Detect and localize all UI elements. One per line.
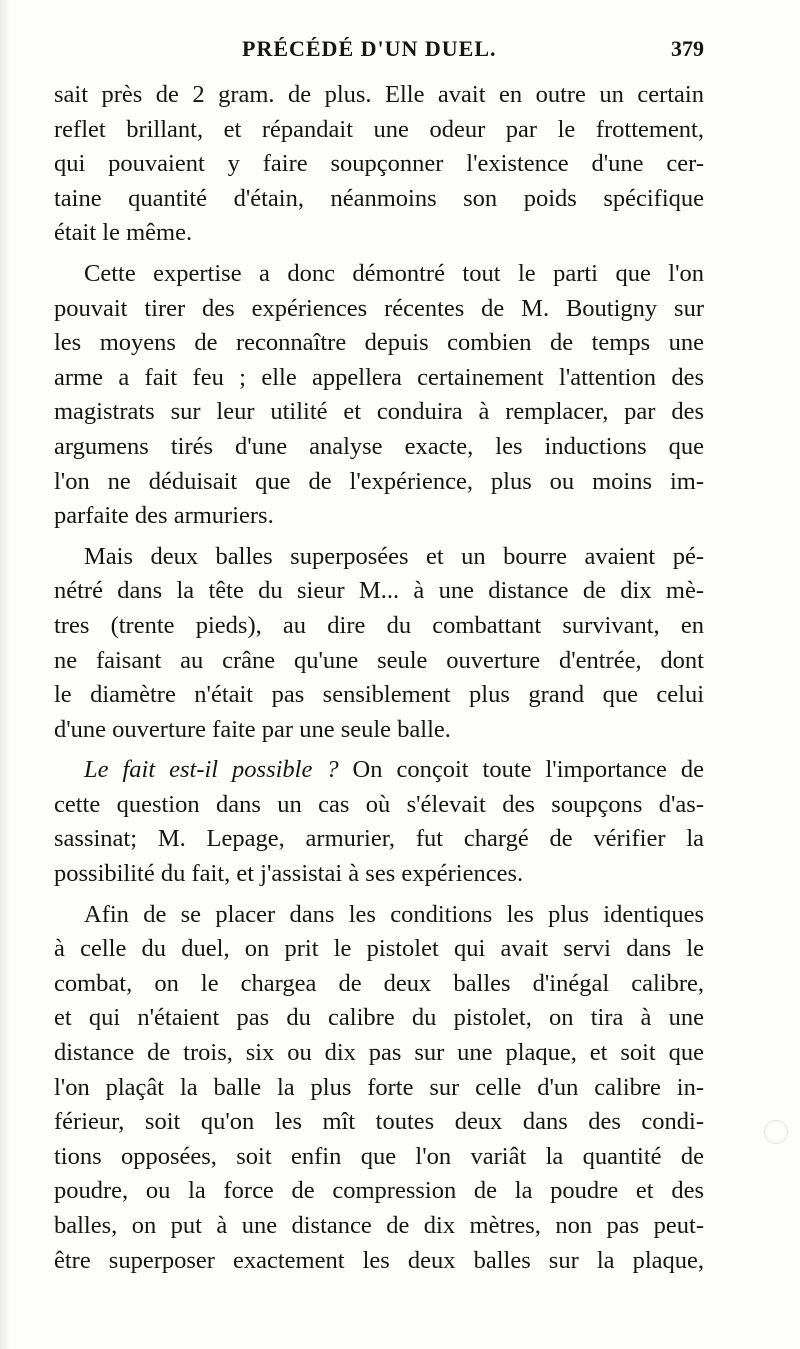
text-line: sait près de 2 gram. de plus. Elle avait en outre un certain (54, 81, 704, 108)
text-line: férieur, soit qu'on les mît toutes deux dans des condi- (54, 1108, 704, 1136)
paragraph-3 (54, 540, 704, 748)
text-line: l'on ne déduisait que de l'expérience, plus ou moins im- (54, 467, 704, 495)
text-line: tions opposées, soit enfin que l'on variât la quantité de (54, 1142, 704, 1170)
page-header (54, 36, 704, 76)
paragraph-4 (54, 753, 704, 891)
paper-stain (764, 1120, 788, 1144)
text-line: taine quantité d'étain, néanmoins son poids spécifique (54, 184, 704, 212)
text-line: magistrats sur leur utilité et conduira à remplacer, par des (54, 398, 704, 426)
text-line: ne faisant au crâne qu'une seule ouverture d'entrée, dont (54, 646, 704, 674)
body-text (54, 78, 704, 1278)
text-line: reflet brillant, et répandait une odeur par le frottement, (54, 115, 704, 143)
text-line: balles, on put à une distance de dix mètres, non pas peut- (54, 1212, 704, 1239)
text-line: à celle du duel, on prit le pistolet qui avait servi dans le (54, 935, 704, 963)
text-line: parfaite des armuriers. (54, 502, 274, 530)
text-line: cette question dans un cas où s'élevait des soupçons d'as- (54, 790, 704, 818)
italic-question: Le fait est-il possible ? (84, 756, 339, 784)
text-segment: On conçoit toute l'importance de (338, 756, 704, 784)
paragraph-5 (54, 898, 704, 1279)
text-line: pouvait tirer des expériences récentes de M. Boutigny sur (54, 294, 704, 322)
text-line: l'on plaçât la balle la plus forte sur celle d'un calibre in- (54, 1073, 704, 1101)
text-line (54, 753, 704, 788)
text-line: combat, on le chargea de deux balles d'inégal calibre, (54, 969, 704, 997)
text-line: était le même. (54, 219, 193, 247)
text-line: qui pouvaient y faire soupçonner l'existence d'une cer- (54, 150, 704, 178)
text-line: nétré dans la tête du sieur M... à une distance de dix mè- (54, 577, 704, 605)
text-line: arme a fait feu ; elle appellera certainement l'attention des (54, 363, 704, 391)
text-line: distance de trois, six ou dix pas sur une plaque, et soit que (54, 1039, 704, 1067)
paragraph-2 (54, 257, 704, 534)
page-edge-shadow (0, 0, 10, 1349)
text-line: d'une ouverture faite par une seule balle. (54, 715, 451, 743)
text-line: possibilité du fait, et j'assistai à ses expériences. (54, 860, 524, 888)
text-line: tres (trente pieds), au dire du combattant survivant, en (54, 611, 704, 639)
text-line: sassinat; M. Lepage, armurier, fut chargé de vérifier la (54, 825, 704, 853)
text-line: et qui n'étaient pas du calibre du pistolet, on tira à une (54, 1004, 704, 1032)
text-line: poudre, ou la force de compression de la poudre et des (54, 1177, 704, 1205)
text-line: les moyens de reconnaître depuis combien de temps une (54, 329, 704, 357)
text-line: Afin de se placer dans les conditions les plus identiques (84, 900, 704, 928)
text-line: le diamètre n'était pas sensiblement plus grand que celui (54, 681, 704, 709)
text-line: Cette expertise a donc démontré tout le parti que l'on (84, 259, 704, 287)
text-line: Mais deux balles superposées et un bourre avaient pé- (84, 542, 704, 570)
text-line: être superposer exactement les deux balles sur la plaque, (54, 1246, 704, 1274)
running-title: PRÉCÉDÉ D'UN DUEL. (242, 36, 497, 61)
paragraph-1 (54, 78, 704, 251)
text-line: argumens tirés d'une analyse exacte, les inductions que (54, 432, 704, 460)
page-number: 379 (671, 36, 704, 61)
